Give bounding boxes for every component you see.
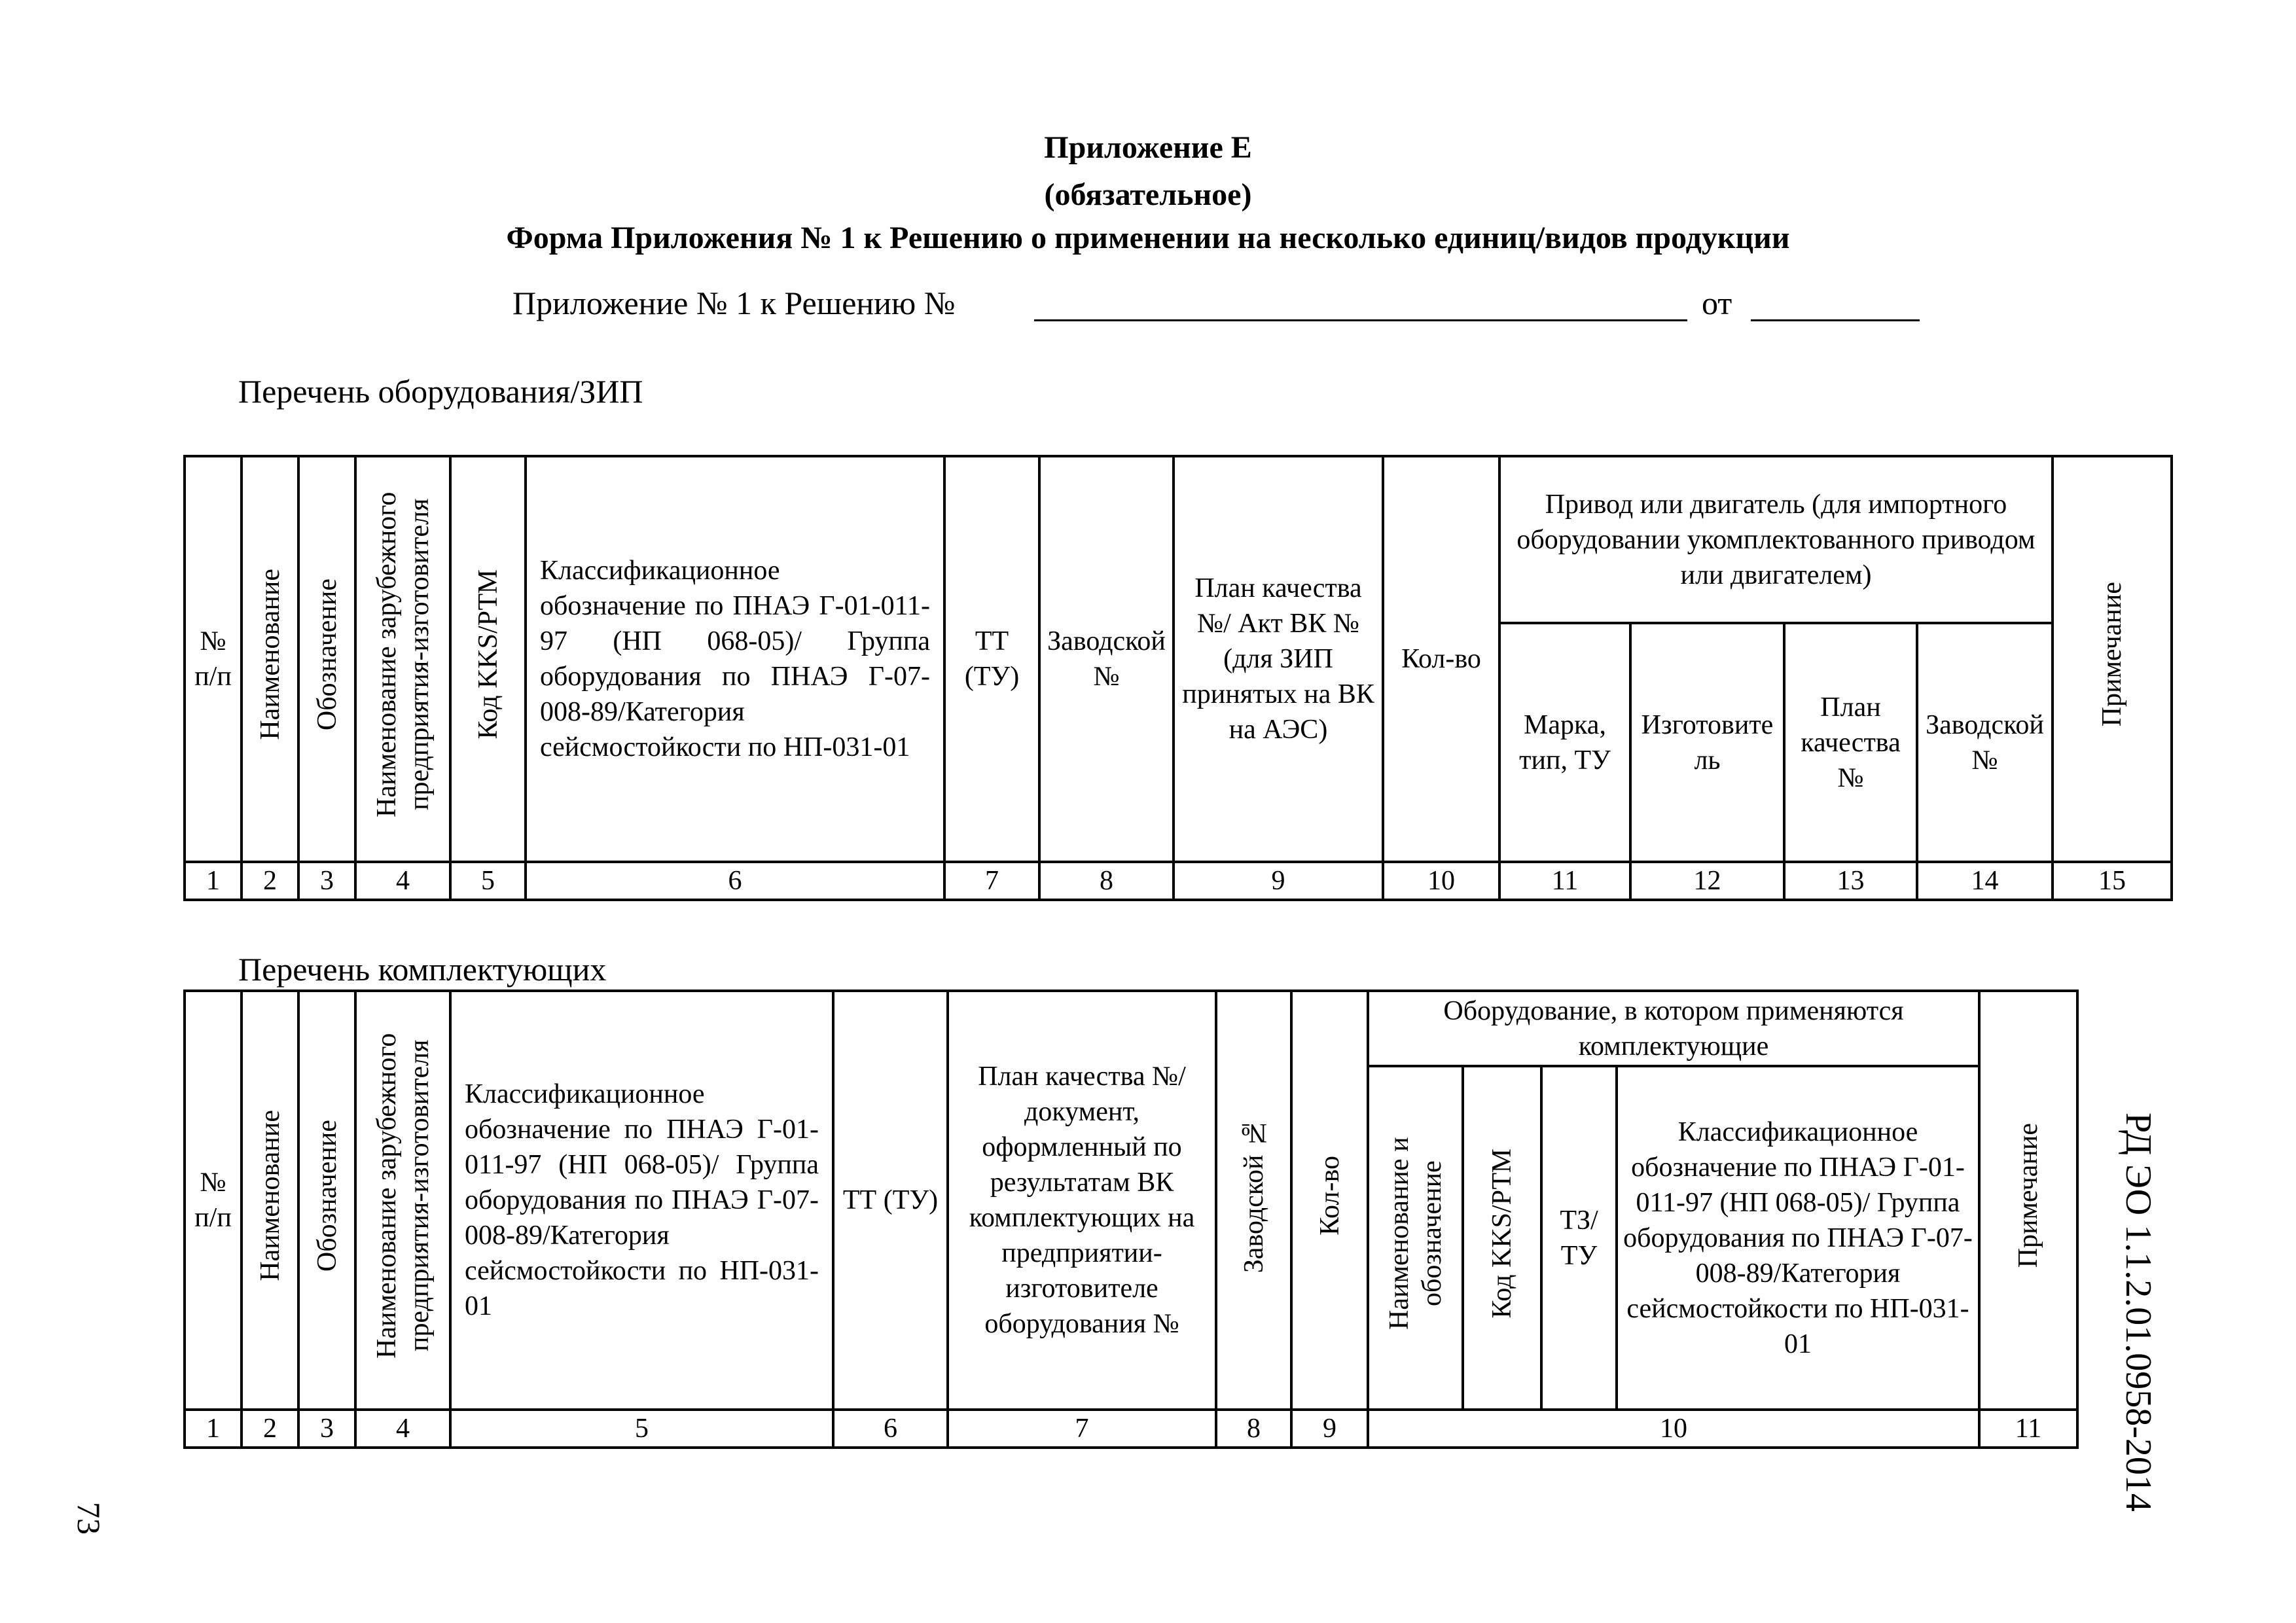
equipment-table [183,455,2173,901]
col-number: 15 [2053,862,2172,900]
col-number: 8 [1039,862,1174,900]
col-header-designation-text: Обозначение [312,578,342,731]
col-header-equipment-name [1368,1066,1463,1410]
col-number: 11 [1499,862,1630,900]
col-header-quantity [1291,991,1368,1410]
col-number: 3 [298,862,355,900]
col-header-classification: Классификационное обозначение по ПНАЭ Г-01-011-97 (НП 068-05)/ Группа оборудования по ПНАЭ Г-07-008-89/Категория сейсмостойкости по НП-031-01 [450,991,833,1410]
col-header-quantity-text: Кол-во [1314,1156,1345,1236]
col-number: 12 [1630,862,1784,900]
col-number: 10 [1368,1410,1979,1448]
document-code: РД ЭО 1.1.2.01.0958-2014 [2118,1113,2159,1512]
col-header-notes-text: Примечание [2013,1123,2043,1268]
col-header-serial-number: Заводской № [1039,456,1174,862]
col-header-quality-plan: План качества №/документ, оформленный по результатам ВК комплектующих на предприятии-изготовителе оборудования № [948,991,1216,1410]
equipment-list-caption: Перечень оборудования/ЗИП [238,373,643,410]
components-list-caption: Перечень комплектующих [238,951,607,988]
col-header-equipment-kks-code-text: Код KKS/РТМ [1487,1148,1517,1319]
col-number: 9 [1174,862,1383,900]
col-header-name [242,991,298,1410]
appendix-title: Приложение Е [1044,130,1252,165]
decision-prefix: Приложение № 1 к Решению № [512,285,956,321]
col-number: 5 [450,862,526,900]
col-header-equipment-classification: Классификационное обозначение по ПНАЭ Г-01-011-97 (НП 068-05)/ Группа оборудования по ПНАЭ Г-07-008-89/Категория сейсмостойкости по НП-031-01 [1617,1066,1979,1410]
col-number: 1 [185,862,242,900]
col-header-drive-model: Марка, тип, ТУ [1499,623,1630,862]
form-title: Форма Приложения № 1 к Решению о применении на несколько единиц/видов продукции [506,221,1790,255]
col-number: 2 [242,862,298,900]
decision-from-label: от [1702,285,1732,321]
col-header-equipment-name-text: Наименование и обозначение [1384,1137,1447,1330]
col-header-manufacturer [355,456,450,862]
col-header-drive-group: Привод или двигатель (для импортного оборудовании укомплектованного приводом или двигателем) [1499,456,2053,623]
col-header-quality-plan: План качества №/ Акт ВК № (для ЗИП принятых на ВК на АЭС) [1174,456,1383,862]
col-header-notes-text: Примечание [2097,582,2127,727]
col-header-manufacturer [355,991,450,1410]
col-header-notes [2053,456,2172,862]
col-number: 13 [1784,862,1917,900]
col-number: 11 [1979,1410,2077,1448]
col-header-manufacturer-text: Наименование зарубежного предприятия-изготовителя [371,1033,435,1359]
col-header-equipment-kks-code [1463,1066,1541,1410]
appendix-subtitle: (обязательное) [1044,177,1252,212]
col-header-designation [298,991,355,1410]
col-header-name-text: Наименование [255,569,285,740]
col-number: 14 [1917,862,2053,900]
col-number: 8 [1216,1410,1291,1448]
col-header-equipment-group: Оборудование, в котором применяются комплектующие [1368,991,1979,1066]
col-number: 5 [450,1410,833,1448]
col-header-drive-quality-plan: План качества № [1784,623,1917,862]
col-header-serial-number-text: Заводской № [1238,1118,1269,1274]
col-number: 7 [948,1410,1216,1448]
col-header-serial-number [1216,991,1291,1410]
col-header-quantity: Кол-во [1383,456,1499,862]
col-number: 7 [944,862,1039,900]
col-header-kks-code [450,456,526,862]
col-header-drive-manufacturer: Изготовитель [1630,623,1784,862]
col-header-designation-text: Обозначение [312,1119,342,1272]
col-header-equipment-tz-tu: ТЗ/ ТУ [1541,1066,1617,1410]
col-header-kks-code-text: Код KKS/РТМ [473,569,503,740]
col-number: 6 [833,1410,948,1448]
col-number: 6 [526,862,944,900]
page-number: 73 [71,1502,107,1535]
col-header-name-text: Наименование [255,1110,285,1281]
col-number: 1 [185,1410,242,1448]
col-number: 3 [298,1410,355,1448]
col-header-designation [298,456,355,862]
decision-number-blank [1034,319,1687,321]
col-header-notes [1979,991,2077,1410]
col-header-row-number: № п/п [185,456,242,862]
col-header-name [242,456,298,862]
col-number: 10 [1383,862,1499,900]
col-header-manufacturer-text: Наименование зарубежного предприятия-изготовителя [371,491,435,817]
col-header-classification: Классификационное обозначение по ПНАЭ Г-01-011-97 (НП 068-05)/ Группа оборудования по ПНАЭ Г-07-008-89/Категория сейсмостойкости по НП-031-01 [526,456,944,862]
components-table [183,990,2079,1449]
col-header-row-number: № п/п [185,991,242,1410]
col-number: 4 [355,1410,450,1448]
decision-date-blank [1751,319,1920,321]
col-header-drive-serial-number: Заводской № [1917,623,2053,862]
col-number: 2 [242,1410,298,1448]
col-number: 4 [355,862,450,900]
col-header-tt: ТТ (ТУ) [944,456,1039,862]
col-number: 9 [1291,1410,1368,1448]
col-header-tt: ТТ (ТУ) [833,991,948,1410]
